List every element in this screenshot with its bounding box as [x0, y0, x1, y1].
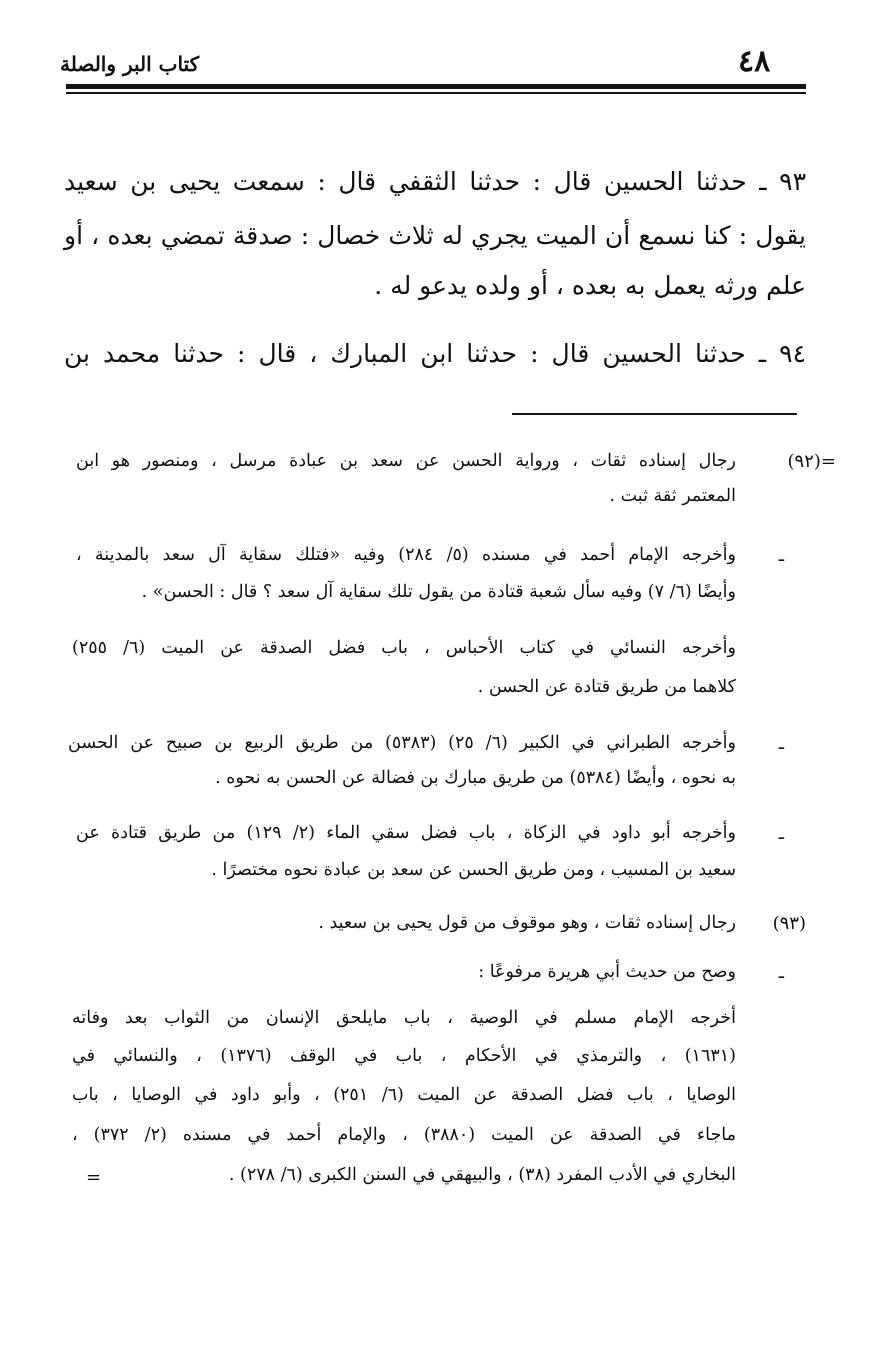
- continuation-mark: =: [86, 1167, 102, 1188]
- footnote-line: أخرجه الإمام مسلم في الوصية ، باب مايلحق الإنسان من الثواب بعد وفاته: [72, 1008, 736, 1028]
- header-rule-thin: [66, 92, 806, 94]
- footnote-line: المعتمر ثقة ثبت .: [609, 486, 736, 506]
- footnote-line: رجال إسناده ثقات ، ورواية الحسن عن سعد بن عبادة مرسل ، ومنصور هو ابن: [76, 451, 736, 471]
- footnote-line: (١٦٣١) ، والترمذي في الأحكام ، باب في الوقف (١٣٧٦) ، والنسائي في: [72, 1046, 736, 1066]
- footnote-line: وأيضًا (٦/ ٧) وفيه سأل شعبة قتادة من يقول تلك سقاية آل سعد ؟ قال : الحسن» .: [141, 582, 736, 602]
- main-text-line: ٩٤ ـ حدثنا الحسين قال : حدثنا ابن المبارك ، قال : حدثنا محمد بن: [64, 339, 806, 368]
- footnote-line: وأخرجه الإمام أحمد في مسنده (٥/ ٢٨٤) وفيه «فتلك سقاية آل سعد بالمدينة ،: [76, 545, 736, 565]
- footnote-separator: [512, 413, 797, 415]
- header-rule-thick: [66, 84, 806, 89]
- page-number: ٤٨: [738, 44, 771, 79]
- main-text-line: علم ورثه يعمل به بعده ، أو ولده يدعو له .: [374, 271, 806, 300]
- footnote-line: وصح من حديث أبي هريرة مرفوعًا :: [478, 962, 736, 982]
- main-text-line: يقول : كنا نسمع أن الميت يجري له ثلاث خصال : صدقة تمضي بعده ، أو: [64, 221, 806, 250]
- footnote-line: كلاهما من طريق قتادة عن الحسن .: [477, 677, 736, 697]
- footnote-line: به نحوه ، وأيضًا (٥٣٨٤) من طريق مبارك بن فضالة عن الحسن به نحوه .: [215, 768, 736, 788]
- footnote-line: رجال إسناده ثقات ، وهو موقوف من قول يحيى بن سعيد .: [318, 913, 736, 933]
- footnote-marker-92: =(٩٢): [787, 451, 836, 472]
- footnote-line: وأخرجه أبو داود في الزكاة ، باب فضل سقي الماء (٢/ ١٢٩) من طريق قتادة عن: [76, 823, 736, 843]
- bullet-dash: ـ: [778, 733, 784, 754]
- footnote-line: وأخرجه النسائي في كتاب الأحباس ، باب فضل الصدقة عن الميت (٦/ ٢٥٥): [72, 638, 736, 658]
- bullet-dash: ـ: [778, 962, 784, 983]
- book-title: كتاب البر والصلة: [60, 52, 200, 76]
- footnote-marker-93: (٩٣): [772, 913, 806, 934]
- footnote-line: الوصايا ، باب فضل الصدقة عن الميت (٦/ ٢٥١) ، وأبو داود في الوصايا ، باب: [72, 1085, 736, 1105]
- main-text-line: ٩٣ ـ حدثنا الحسين قال : حدثنا الثقفي قال : سمعت يحيى بن سعيد: [64, 167, 806, 196]
- footnote-line: سعيد بن المسيب ، ومن طريق الحسن عن سعد بن عبادة نحوه مختصرًا .: [211, 860, 736, 880]
- bullet-dash: ـ: [778, 823, 784, 844]
- bullet-dash: ـ: [778, 545, 784, 566]
- footnote-line: وأخرجه الطبراني في الكبير (٦/ ٢٥) (٥٣٨٣) من طريق الربيع بن صبيح عن الحسن: [68, 733, 736, 753]
- footnote-line: ماجاء في الصدقة عن الميت (٣٨٨٠) ، والإمام أحمد في مسنده (٢/ ٣٧٢) ،: [72, 1125, 736, 1145]
- footnote-line: البخاري في الأدب المفرد (٣٨) ، والبيهقي في السنن الكبرى (٦/ ٢٧٨) .: [228, 1165, 736, 1185]
